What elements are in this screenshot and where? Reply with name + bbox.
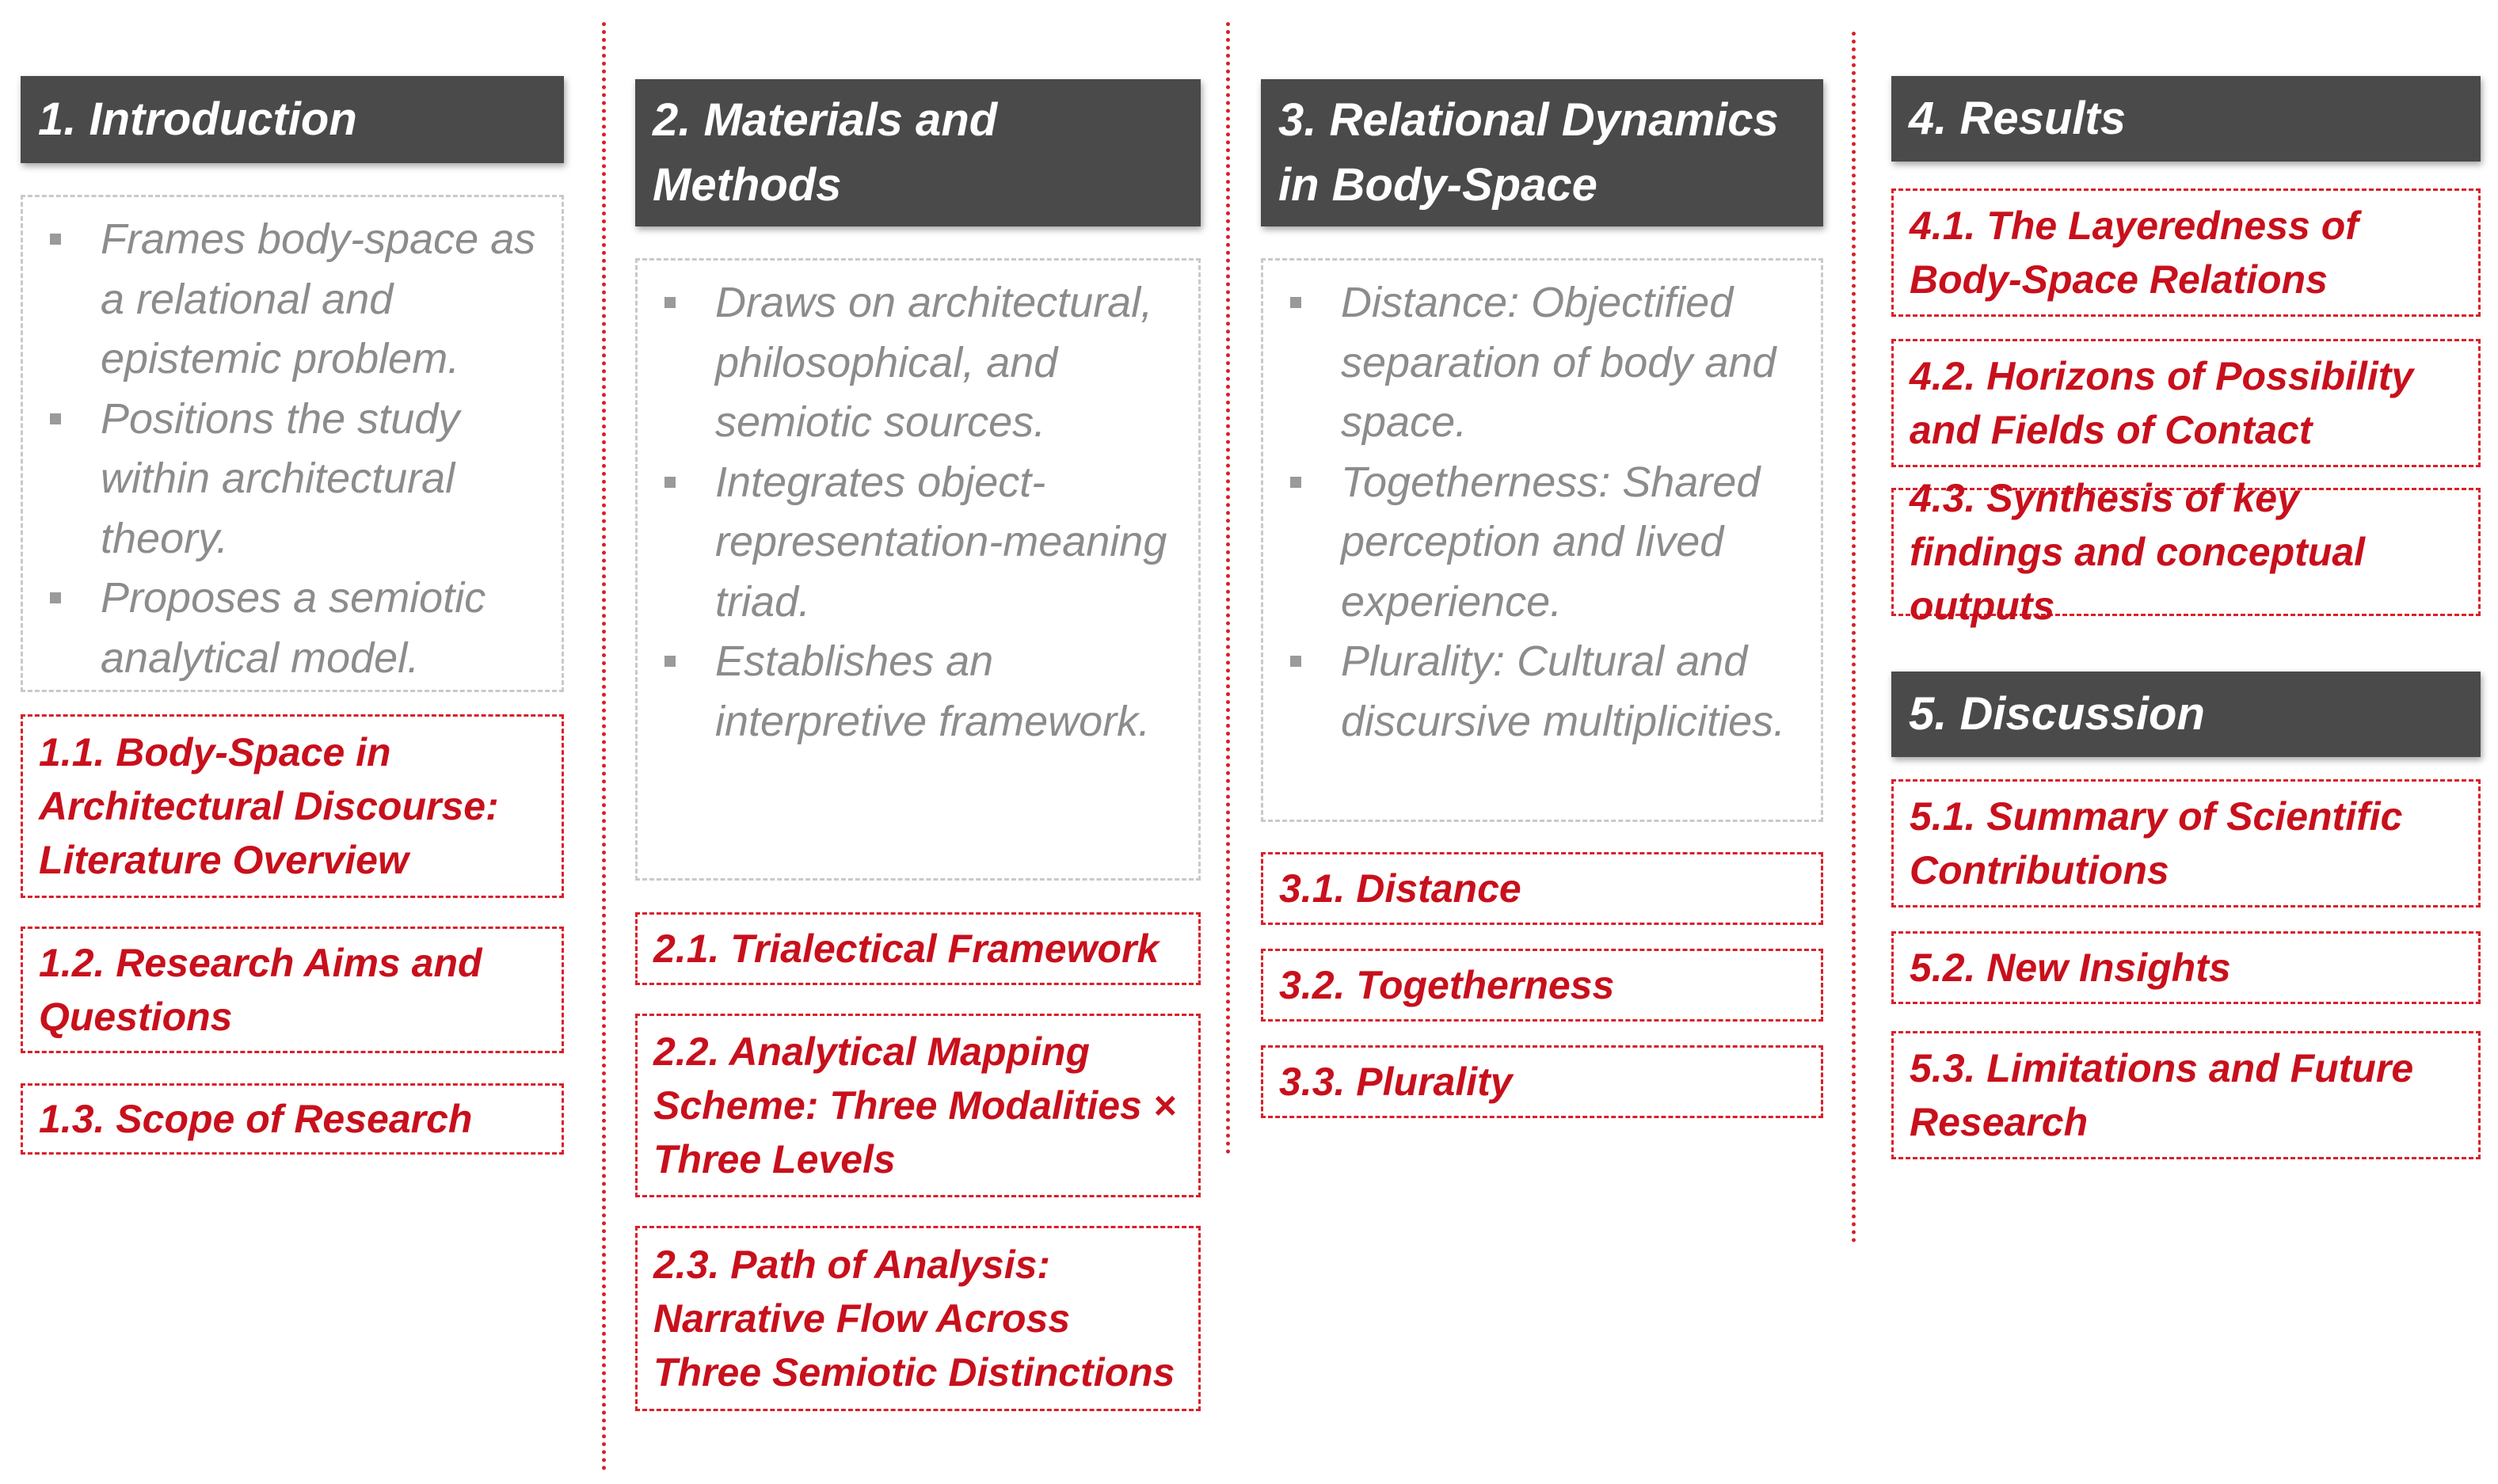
subsection-label: 2.3. Path of Analysis: Narrative Flow Across Three Semiotic Distinctions bbox=[653, 1242, 1175, 1395]
section-header-materials-methods bbox=[635, 79, 1201, 226]
subsection-5-1 bbox=[1891, 779, 2481, 908]
section-header-title: 5. Discussion bbox=[1909, 688, 2205, 740]
column-divider-2 bbox=[1226, 22, 1230, 1155]
subsection-label: 5.1. Summary of Scientific Contributions bbox=[1910, 794, 2403, 892]
subsection-label: 2.2. Analytical Mapping Scheme: Three Modalities × Three Levels bbox=[653, 1029, 1176, 1181]
section-header-discussion bbox=[1891, 672, 2481, 757]
subsection-label: 1.3. Scope of Research bbox=[39, 1097, 473, 1141]
section-header-title: 3. Relational Dynamics in Body-Space bbox=[1278, 94, 1779, 211]
subsection-5-3 bbox=[1891, 1031, 2481, 1159]
subsection-label: 3.1. Distance bbox=[1279, 866, 1521, 911]
subsection-label: 1.2. Research Aims and Questions bbox=[39, 941, 482, 1039]
subsection-3-3 bbox=[1261, 1045, 1823, 1118]
subsection-label: 5.2. New Insights bbox=[1910, 946, 2231, 990]
subsection-3-2 bbox=[1261, 949, 1823, 1022]
column-divider-3 bbox=[1852, 32, 1856, 1243]
section-header-results bbox=[1891, 76, 2481, 162]
subsection-label: 1.1. Body-Space in Architectural Discourse: Literature Overview bbox=[39, 730, 499, 882]
subsection-4-2 bbox=[1891, 339, 2481, 467]
subsection-1-2 bbox=[21, 927, 564, 1053]
bullet-item: Frames body-space as a relational and epistemic problem. bbox=[37, 210, 547, 390]
section-summary-relational-dynamics bbox=[1261, 258, 1823, 822]
subsection-label: 2.1. Trialectical Framework bbox=[653, 927, 1160, 971]
subsection-5-2 bbox=[1891, 931, 2481, 1004]
subsection-label: 5.3. Limitations and Future Research bbox=[1910, 1046, 2414, 1144]
subsection-2-1 bbox=[635, 912, 1201, 985]
subsection-label: 4.1. The Layeredness of Body-Space Relations bbox=[1910, 204, 2359, 302]
section-header-introduction bbox=[21, 76, 564, 163]
subsection-2-2 bbox=[635, 1014, 1201, 1197]
section-summary-materials-methods bbox=[635, 258, 1201, 881]
section-header-title: 2. Materials and Methods bbox=[653, 94, 998, 211]
subsection-4-1 bbox=[1891, 188, 2481, 317]
bullet-list bbox=[652, 273, 1184, 752]
bullet-item: Distance: Objectified separation of body and space. bbox=[1278, 273, 1807, 453]
subsection-1-3 bbox=[21, 1083, 564, 1155]
bullet-item: Draws on architectural, philosophical, and semiotic sources. bbox=[652, 273, 1184, 453]
bullet-item: Positions the study within architectural theory. bbox=[37, 390, 547, 569]
bullet-list bbox=[1278, 273, 1807, 752]
subsection-3-1 bbox=[1261, 852, 1823, 925]
subsection-2-3 bbox=[635, 1226, 1201, 1411]
bullet-item: Integrates object-representation-meaning triad. bbox=[652, 453, 1184, 633]
subsection-label: 3.3. Plurality bbox=[1279, 1060, 1513, 1104]
bullet-list bbox=[37, 210, 547, 688]
section-header-title: 4. Results bbox=[1909, 93, 2126, 144]
section-header-title: 1. Introduction bbox=[38, 93, 357, 145]
subsection-label: 4.3. Synthesis of key findings and conceptual outputs bbox=[1910, 476, 2366, 628]
section-summary-introduction bbox=[21, 195, 564, 692]
bullet-item: Togetherness: Shared perception and lived experience. bbox=[1278, 453, 1807, 633]
subsection-label: 4.2. Horizons of Possibility and Fields of Contact bbox=[1910, 354, 2414, 452]
subsection-label: 3.2. Togetherness bbox=[1279, 963, 1615, 1007]
bullet-item: Proposes a semiotic analytical model. bbox=[37, 569, 547, 688]
subsection-1-1 bbox=[21, 714, 564, 898]
subsection-4-3 bbox=[1891, 476, 2481, 628]
section-header-relational-dynamics bbox=[1261, 79, 1823, 226]
bullet-item: Establishes an interpretive framework. bbox=[652, 632, 1184, 752]
column-divider-1 bbox=[602, 22, 606, 1471]
bullet-item: Plurality: Cultural and discursive multiplicities. bbox=[1278, 632, 1807, 752]
